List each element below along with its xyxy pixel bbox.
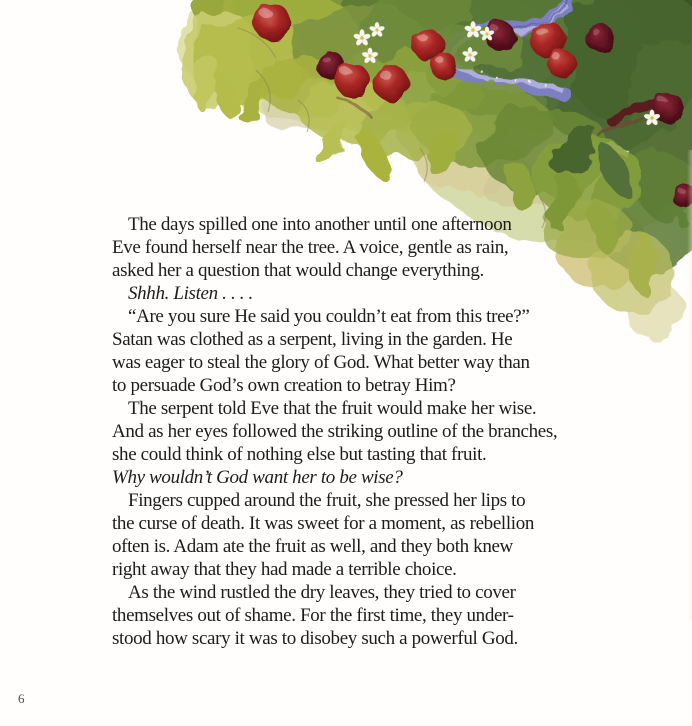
story-line-whisper: Shhh. Listen . . . .	[128, 283, 253, 304]
story-line: Fingers cupped around the fruit, she pressed her lips to	[128, 490, 526, 511]
story-line: was eager to steal the glory of God. What better way than	[112, 352, 530, 373]
story-text	[112, 213, 612, 650]
story-line: the curse of death. It was sweet for a moment, as rebellion	[112, 513, 535, 534]
story-line: The days spilled one into another until one afternoon	[128, 214, 512, 235]
story-line: And as her eyes followed the striking outline of the branches,	[112, 421, 558, 442]
story-line: right away that they had made a terrible choice.	[112, 559, 457, 580]
story-line: asked her a question that would change everything.	[112, 260, 484, 281]
story-line: to persuade God’s own creation to betray Him?	[112, 375, 456, 396]
story-line: she could think of nothing else but tasting that fruit.	[112, 444, 487, 465]
story-line: As the wind rustled the dry leaves, they tried to cover	[128, 582, 516, 603]
story-line: “Are you sure He said you couldn’t eat from this tree?”	[128, 306, 530, 327]
page-edge-shadow	[687, 150, 692, 620]
page-number: 6	[18, 691, 25, 706]
story-line: stood how scary it was to disobey such a powerful God.	[112, 628, 518, 649]
story-line: Satan was clothed as a serpent, living in the garden. He	[112, 329, 513, 350]
story-line: The serpent told Eve that the fruit would make her wise.	[128, 398, 537, 419]
story-line: themselves out of shame. For the first time, they under-	[112, 605, 514, 626]
story-line-question: Why wouldn’t God want her to be wise?	[112, 467, 403, 488]
story-line: Eve found herself near the tree. A voice, gentle as rain,	[112, 237, 509, 258]
story-line: often is. Adam ate the fruit as well, and they both knew	[112, 536, 513, 557]
